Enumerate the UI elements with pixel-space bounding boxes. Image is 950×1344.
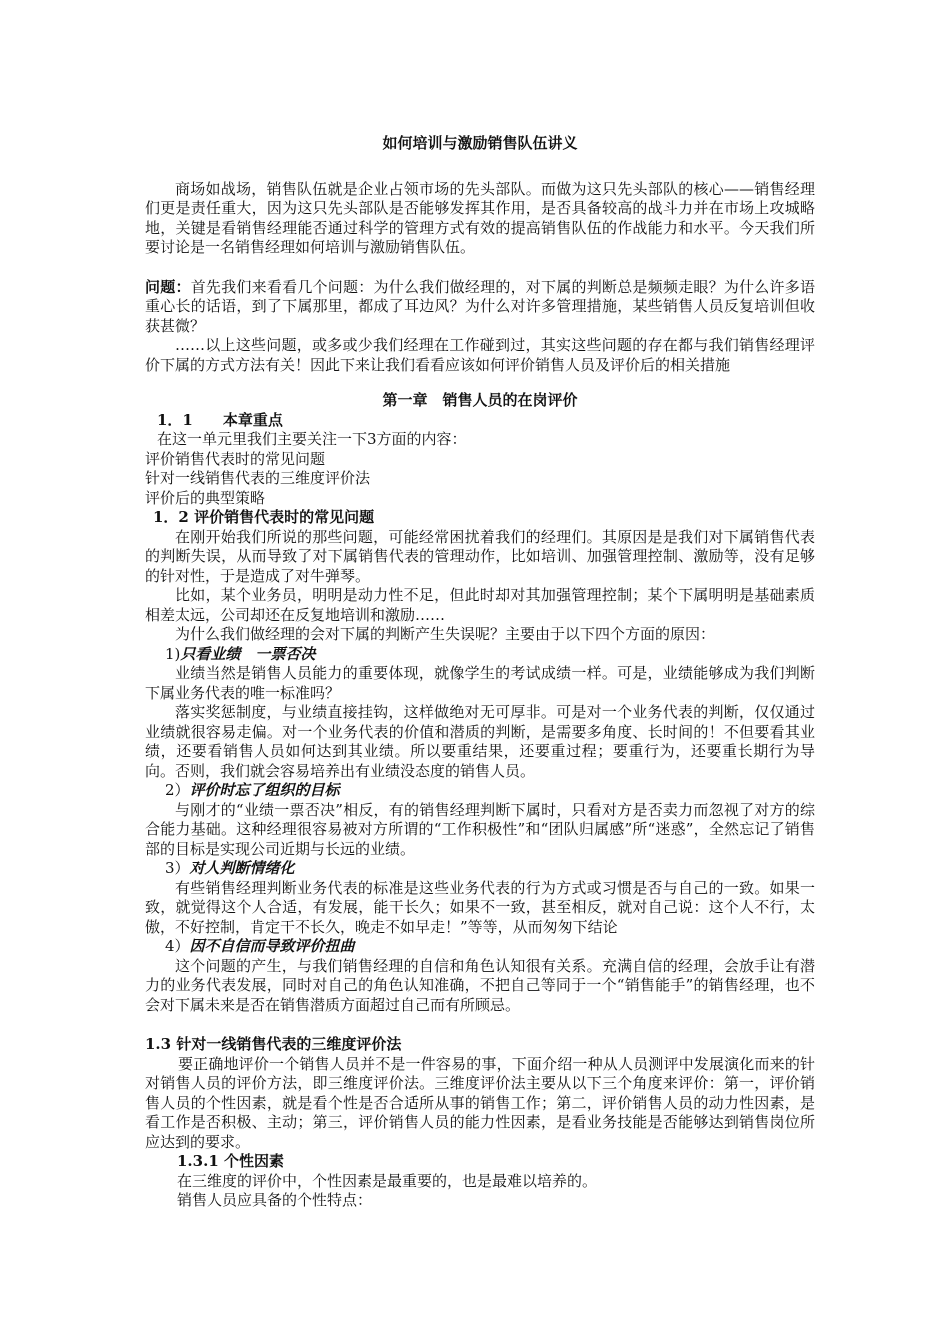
question-label: 问题： [145,277,191,296]
reason-title: 只看业绩 一票否决 [180,644,316,663]
reason-title: 评价时忘了组织的目标 [189,781,340,799]
question-paragraph [145,278,815,337]
section-heading-1-3: 1.3 针对一线销售代表的三维度评价法 [145,1035,402,1053]
reason-number: 3） [165,859,190,877]
spacer [145,1015,815,1035]
reason-heading-1 [145,645,815,665]
spacer [145,258,815,278]
list-item: 评价销售代表时的常见问题 [145,449,326,468]
section-heading-1-3-1: 1.3.1 个性因素 [177,1152,284,1170]
intro-paragraph: 商场如战场，销售队伍就是企业占领市场的先头部队。而做为这只先头部队的核心——销售经理们更是责任重大，因为这只先头部队是否能够发挥其作用，是否具备较高的战斗力并在市场上攻城略地，关键是看销售经理能否通过科学的管理方式有效的提高销售队伍的作战能力和水平。今天我们所要讨论是一名销售经理如何培训与激励销售队伍。 [145,179,815,256]
section-1-2-paragraph: 比如，某个业务员，明明是动力性不足，但此时却对其加强管理控制；某个下属明明是基础素质相差太远，公司却还在反复地培训和激励…… [145,586,815,624]
section-1-3-paragraph: 要正确地评价一个销售人员并不是一件容易的事，下面介绍一种从人员测评中发展演化而来的针对销售人员的评价方法，即三维度评价法。三维度评价法主要从以下三个角度来评价：第一，评价销售人员的个性因素，就是看个性是否合适所从事的销售工作；第二，评价销售人员的动力性因素，是看工作是否积极、主动；第三，评价销售人员的能力性因素，是看业务技能是否能够达到销售岗位所应达到的要求。 [145,1054,815,1151]
reason-paragraph: 与刚才的“业绩一票否决”相反，有的销售经理判断下属时，只看对方是否卖力而忽视了对方的综合能力基础。这种经理很容易被对方所谓的“工作积极性”和“团队归属感”所“迷惑”，全然忘记了销售部的目标是实现公司近期与长远的业绩。 [145,800,815,858]
section-1-2-paragraph: 在刚开始我们所说的那些问题，可能经常困扰着我们的经理们。其原因是是我们对下属销售代表的判断失误，从而导致了对下属销售代表的管理动作，比如培训、加强管理控制、激励等，没有足够的针对性，于是造成了对牛弹琴。 [145,527,815,585]
reason-paragraph: 业绩当然是销售人员能力的重要体现，就像学生的考试成绩一样。可是，业绩能够成为我们判断下属业务代表的唯一标准吗？ [145,664,815,702]
section-heading-1-1: 1．1 本章重点 [157,410,283,429]
question-follow-paragraph: ……以上这些问题，或多或少我们经理在工作碰到过，其实这些问题的存在都与我们销售经理评价下属的方式方法有关！因此下来让我们看看应该如何评价销售人员及评价后的相关措施 [145,336,815,374]
reason-heading-2 [145,781,815,801]
reason-heading-4 [145,937,815,957]
reason-title: 因不自信而导致评价扭曲 [189,937,355,955]
section-heading-1-2: 1．2 评价销售代表时的常见问题 [153,508,375,526]
section-1-1-text: 在这一单元里我们主要关注一下3方面的内容： [157,430,467,448]
section-1-2-paragraph: 为什么我们做经理的会对下属的判断产生失误呢？主要由于以下四个方面的原因： [175,625,716,643]
reason-paragraph: 落实奖惩制度，与业绩直接挂钩，这样做绝对无可厚非。可是对一个业务代表的判断，仅仅通过业绩就很容易走偏。对一个业务代表的价值和潜质的判断，是需要多角度、长时间的！不但要看其业绩，还要看销售人员如何达到其业绩。所以要重结果，还要重过程；要重行为，还要重长期行为导向。否则，我们就会容易培养出有业绩没态度的销售人员。 [145,703,815,780]
question-text: 首先我们来看看几个问题：为什么我们做经理的，对下属的判断总是频频走眼？为什么许多语重心长的话语，到了下属那里，都成了耳边风？为什么对许多管理措施，某些销售人员反复培训但收获甚微？ [145,277,815,335]
chapter-heading: 第一章 销售人员的在岗评价 [382,391,578,409]
section-1-3-1-paragraph: 在三维度的评价中，个性因素是最重要的，也是最难以培养的。 [177,1171,598,1190]
section-1-3-1-paragraph: 销售人员应具备的个性特点： [177,1191,373,1209]
reason-paragraph: 有些销售经理判断业务代表的标准是这些业务代表的行为方式或习惯是否与自己的一致。如果一致，就觉得这个人合适，有发展，能干长久；如果不一致，甚至相反，就对自己说：这个人不行，太傲，不好控制，肯定干不长久，晚走不如早走！”等等，从而匆匆下结论 [145,878,815,936]
list-item: 针对一线销售代表的三维度评价法 [145,469,371,487]
reason-number: 2） [165,781,190,799]
document-title: 如何培训与激励销售队伍讲义 [382,134,578,152]
reason-title: 对人判断情绪化 [189,859,295,877]
reason-number: 1) [165,644,181,663]
reason-heading-3 [145,859,815,879]
list-item: 评价后的典型策略 [145,488,266,507]
document-page [145,134,815,1211]
reason-number: 4） [165,937,190,955]
reason-paragraph: 这个问题的产生，与我们销售经理的自信和角色认知很有关系。充满自信的经理，会放手让有潜力的业务代表发展，同时对自己的角色认知准确，不把自己等同于一个“销售能手”的销售经理，也不会对下属未来是否在销售潜质方面超过自己而有所顾忌。 [145,956,815,1014]
